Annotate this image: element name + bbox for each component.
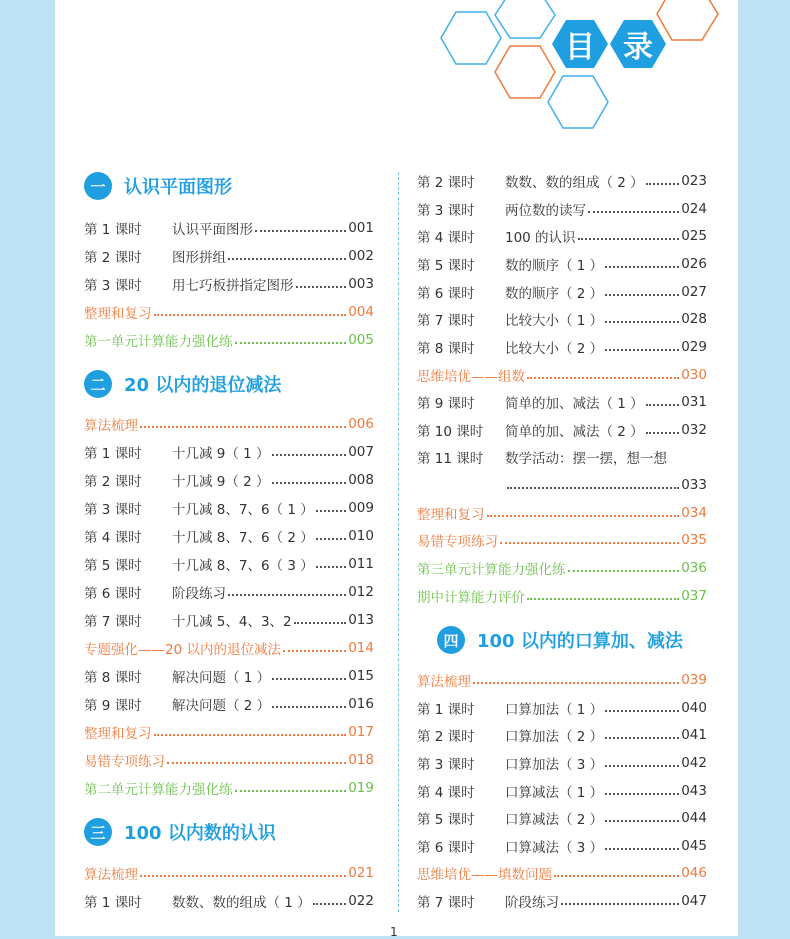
toc-entry[interactable] — [84, 694, 374, 714]
entry-title: 口算加法（ 2 ） — [505, 729, 604, 745]
unit-badge: 三 — [84, 818, 112, 846]
toc-entry[interactable] — [84, 722, 374, 742]
dot-leader — [605, 765, 679, 767]
lesson-number: 第 1 课时 — [417, 702, 475, 718]
dot-leader — [487, 515, 680, 517]
entry-title: 口算加法（ 1 ） — [505, 702, 604, 718]
dot-leader — [316, 510, 346, 512]
lesson-number: 第 7 课时 — [417, 313, 475, 329]
hexagon-outline — [495, 0, 555, 38]
dot-leader — [283, 650, 346, 652]
dot-leader — [588, 211, 679, 213]
toc-entry[interactable] — [84, 330, 374, 350]
page-ref: 027 — [681, 284, 707, 300]
dot-leader — [272, 678, 346, 680]
unit-2-heading — [84, 370, 281, 398]
page-ref: 010 — [348, 528, 374, 544]
page-ref: 033 — [681, 477, 707, 493]
unit-badge: 二 — [84, 370, 112, 398]
toc-entry[interactable] — [84, 863, 374, 883]
toc-entry-continued[interactable] — [417, 475, 707, 495]
toc-entry[interactable] — [417, 586, 707, 606]
toc-entry[interactable] — [84, 498, 374, 518]
entry-title: 数数、数的组成（ 2 ） — [505, 175, 644, 191]
dot-leader — [605, 349, 679, 351]
lesson-number: 第 5 课时 — [417, 812, 475, 828]
dot-leader — [507, 487, 679, 489]
entry-title: 算法梳理 — [84, 867, 138, 883]
lesson-number: 第 5 课时 — [84, 558, 142, 574]
toc-entry[interactable] — [417, 558, 707, 578]
toc-entry[interactable] — [84, 666, 374, 686]
toc-entry[interactable] — [417, 698, 707, 718]
entry-title: 十几减 8、7、6（ 2 ） — [172, 530, 314, 546]
page-ref: 019 — [348, 780, 374, 796]
entry-title: 口算减法（ 3 ） — [505, 840, 604, 856]
lesson-number: 第 1 课时 — [84, 222, 142, 238]
page-ref: 036 — [681, 560, 707, 576]
lesson-number: 第 1 课时 — [84, 895, 142, 911]
entry-title: 期中计算能力评价 — [417, 590, 525, 606]
toc-entry[interactable] — [417, 337, 707, 357]
toc-entry[interactable] — [417, 392, 707, 412]
entry-title: 易错专项练习 — [417, 534, 498, 550]
dot-leader — [605, 321, 679, 323]
toc-entry[interactable] — [84, 750, 374, 770]
dot-leader — [235, 342, 347, 344]
toc-entry[interactable] — [84, 610, 374, 630]
lesson-number: 第 2 课时 — [84, 250, 142, 266]
dot-leader — [527, 377, 679, 379]
page-ref: 035 — [681, 532, 707, 548]
lesson-number: 第 6 课时 — [84, 586, 142, 602]
page-ref: 016 — [348, 696, 374, 712]
entry-title: 易错专项练习 — [84, 754, 165, 770]
entry-title: 用七巧板拼指定图形 — [172, 278, 294, 294]
toc-entry[interactable] — [417, 670, 707, 690]
entry-title: 思维培优——组数 — [417, 369, 525, 385]
dot-leader — [154, 314, 347, 316]
dot-leader — [605, 294, 679, 296]
page-ref: 009 — [348, 500, 374, 516]
page-ref: 006 — [348, 416, 374, 432]
page-number: 1 — [390, 925, 398, 939]
toc-entry[interactable] — [417, 725, 707, 745]
entry-title: 比较大小（ 2 ） — [505, 341, 604, 357]
lesson-number: 第 2 课时 — [417, 729, 475, 745]
toc-entry[interactable] — [417, 530, 707, 550]
dot-leader — [646, 183, 680, 185]
toc-entry[interactable] — [84, 246, 374, 266]
toc-entry[interactable] — [84, 526, 374, 546]
page-ref: 039 — [681, 672, 707, 688]
toc-entry[interactable] — [417, 226, 707, 246]
page-ref: 012 — [348, 584, 374, 600]
toc-entry[interactable] — [84, 274, 374, 294]
dot-leader — [473, 682, 679, 684]
entry-title: 第一单元计算能力强化练 — [84, 334, 233, 350]
toc-entry[interactable] — [417, 781, 707, 801]
lesson-number: 第 4 课时 — [417, 785, 475, 801]
page-ref: 041 — [681, 727, 707, 743]
toc-entry[interactable] — [417, 503, 707, 523]
page-ref: 011 — [348, 556, 374, 572]
entry-title: 十几减 9（ 2 ） — [172, 474, 270, 490]
hexagon-outline — [548, 76, 608, 128]
hexagon-outline — [441, 12, 501, 64]
unit-3-heading — [84, 818, 276, 846]
dot-leader — [235, 790, 347, 792]
entry-title: 两位数的读写 — [505, 203, 586, 219]
page-ref: 022 — [348, 893, 374, 909]
lesson-number: 第 7 课时 — [84, 614, 142, 630]
dot-leader — [272, 706, 346, 708]
toc-entry[interactable] — [417, 254, 707, 274]
lesson-number: 第 6 课时 — [417, 840, 475, 856]
page-ref: 032 — [681, 422, 707, 438]
page-ref: 013 — [348, 612, 374, 628]
page-ref: 031 — [681, 394, 707, 410]
page-ref: 014 — [348, 640, 374, 656]
dot-leader — [605, 820, 679, 822]
lesson-number: 第 3 课时 — [84, 502, 142, 518]
dot-leader — [228, 594, 346, 596]
dot-leader — [500, 542, 679, 544]
dot-leader — [167, 762, 346, 764]
page-ref: 045 — [681, 838, 707, 854]
entry-title: 100 的认识 — [505, 230, 576, 246]
unit-badge: 四 — [437, 626, 465, 654]
entry-title: 第二单元计算能力强化练 — [84, 782, 233, 798]
dot-leader — [316, 566, 346, 568]
lesson-number: 第 4 课时 — [84, 530, 142, 546]
dot-leader — [140, 426, 346, 428]
page-ref: 015 — [348, 668, 374, 684]
title-char-2: 录 — [623, 30, 653, 65]
toc-entry[interactable] — [417, 199, 707, 219]
unit-title: 20 以内的退位减法 — [124, 375, 282, 396]
page-ref: 018 — [348, 752, 374, 768]
dot-leader — [605, 710, 679, 712]
entry-title: 阶段练习 — [172, 586, 226, 602]
page-ref: 024 — [681, 201, 707, 217]
entry-title: 数的顺序（ 1 ） — [505, 258, 604, 274]
dot-leader — [272, 454, 347, 456]
lesson-number: 第 7 课时 — [417, 895, 475, 911]
lesson-number: 第 8 课时 — [417, 341, 475, 357]
page-ref: 003 — [348, 276, 374, 292]
unit-title: 100 以内的口算加、减法 — [477, 631, 683, 652]
lesson-number: 第 3 课时 — [417, 757, 475, 773]
entry-title: 口算减法（ 1 ） — [505, 785, 604, 801]
lesson-number: 第 3 课时 — [417, 203, 475, 219]
toc-entry[interactable] — [417, 365, 707, 385]
page-ref: 021 — [348, 865, 374, 881]
page-ref: 008 — [348, 472, 374, 488]
lesson-number: 第 9 课时 — [417, 396, 475, 412]
hexagon-decoration — [0, 0, 790, 150]
entry-title: 数学活动：摆一摆，想一想 — [505, 451, 667, 467]
page-ref: 034 — [681, 505, 707, 521]
page-ref: 028 — [681, 311, 707, 327]
dot-leader — [313, 903, 347, 905]
dot-leader — [605, 737, 679, 739]
unit-4-heading — [437, 626, 683, 654]
column-divider — [398, 172, 399, 912]
toc-entry[interactable] — [84, 891, 374, 911]
page-ref: 017 — [348, 724, 374, 740]
toc-entry[interactable] — [84, 414, 374, 434]
toc-entry[interactable] — [417, 171, 707, 191]
unit-title: 100 以内数的认识 — [124, 823, 276, 844]
entry-title: 整理和复习 — [84, 726, 152, 742]
entry-title: 专题强化——20 以内的退位减法 — [84, 642, 281, 658]
lesson-number: 第 11 课时 — [417, 451, 484, 467]
entry-title: 数数、数的组成（ 1 ） — [172, 895, 311, 911]
lesson-number: 第 2 课时 — [84, 474, 142, 490]
lesson-number: 第 8 课时 — [84, 670, 142, 686]
toc-entry[interactable] — [417, 282, 707, 302]
lesson-number: 第 2 课时 — [417, 175, 475, 191]
page-ref: 044 — [681, 810, 707, 826]
toc-entry[interactable] — [417, 753, 707, 773]
entry-title: 算法梳理 — [84, 418, 138, 434]
entry-title: 十几减 8、7、6（ 3 ） — [172, 558, 314, 574]
entry-title: 整理和复习 — [84, 306, 152, 322]
entry-title: 简单的加、减法（ 2 ） — [505, 424, 644, 440]
entry-title: 认识平面图形 — [172, 222, 253, 238]
hexagon-outline — [657, 0, 718, 40]
dot-leader — [294, 622, 347, 624]
toc-entry[interactable] — [84, 218, 374, 238]
page-ref: 030 — [681, 367, 707, 383]
toc-entry[interactable] — [84, 778, 374, 798]
lesson-number: 第 3 课时 — [84, 278, 142, 294]
lesson-number: 第 5 课时 — [417, 258, 475, 274]
toc-entry[interactable] — [417, 836, 707, 856]
page-ref: 037 — [681, 588, 707, 604]
dot-leader — [605, 793, 679, 795]
toc-entry[interactable] — [417, 863, 707, 883]
lesson-number: 第 9 课时 — [84, 698, 142, 714]
dot-leader — [646, 432, 680, 434]
entry-title: 十几减 5、4、3、2 — [172, 614, 292, 630]
page-ref: 007 — [348, 444, 374, 460]
entry-title: 算法梳理 — [417, 674, 471, 690]
page-ref: 029 — [681, 339, 707, 355]
toc-entry[interactable] — [84, 582, 374, 602]
entry-title: 思维培优——填数问题 — [417, 867, 552, 883]
toc-entry[interactable] — [417, 447, 707, 467]
toc-entry[interactable] — [84, 554, 374, 574]
lesson-number: 第 4 课时 — [417, 230, 475, 246]
toc-entry[interactable] — [417, 808, 707, 828]
entry-title: 简单的加、减法（ 1 ） — [505, 396, 644, 412]
dot-leader — [554, 875, 679, 877]
dot-leader — [646, 404, 680, 406]
dot-leader — [527, 598, 679, 600]
dot-leader — [228, 258, 346, 260]
page-ref: 001 — [348, 220, 374, 236]
entry-title: 十几减 8、7、6（ 1 ） — [172, 502, 314, 518]
page-ref: 025 — [681, 228, 707, 244]
dot-leader — [605, 266, 679, 268]
entry-title: 比较大小（ 1 ） — [505, 313, 604, 329]
dot-leader — [561, 903, 679, 905]
lesson-number: 第 10 课时 — [417, 424, 484, 440]
entry-title: 整理和复习 — [417, 507, 485, 523]
entry-title: 数的顺序（ 2 ） — [505, 286, 604, 302]
dot-leader — [578, 238, 680, 240]
entry-title: 口算加法（ 3 ） — [505, 757, 604, 773]
page-ref: 023 — [681, 173, 707, 189]
page-ref: 005 — [348, 332, 374, 348]
page-ref: 026 — [681, 256, 707, 272]
toc-entry[interactable] — [84, 442, 374, 462]
title-char-1: 目 — [565, 30, 595, 65]
entry-title: 阶段练习 — [505, 895, 559, 911]
unit-badge: 一 — [84, 172, 112, 200]
entry-title: 解决问题（ 2 ） — [172, 698, 271, 714]
dot-leader — [568, 570, 680, 572]
entry-title: 解决问题（ 1 ） — [172, 670, 271, 686]
dot-leader — [255, 230, 346, 232]
toc-entry[interactable] — [84, 470, 374, 490]
toc-entry[interactable] — [417, 420, 707, 440]
page-ref: 004 — [348, 304, 374, 320]
page-ref: 042 — [681, 755, 707, 771]
dot-leader — [140, 875, 346, 877]
toc-entry[interactable] — [84, 638, 374, 658]
page-ref: 047 — [681, 893, 707, 909]
lesson-number: 第 6 课时 — [417, 286, 475, 302]
toc-entry[interactable] — [417, 309, 707, 329]
dot-leader — [316, 538, 346, 540]
page-ref: 040 — [681, 700, 707, 716]
dot-leader — [154, 734, 347, 736]
lesson-number: 第 1 课时 — [84, 446, 142, 462]
entry-title: 口算减法（ 2 ） — [505, 812, 604, 828]
hexagon-outline — [495, 46, 555, 98]
dot-leader — [272, 482, 347, 484]
unit-title: 认识平面图形 — [124, 177, 232, 198]
dot-leader — [605, 848, 679, 850]
entry-title: 十几减 9（ 1 ） — [172, 446, 270, 462]
page-ref: 046 — [681, 865, 707, 881]
page-ref: 002 — [348, 248, 374, 264]
toc-entry[interactable] — [84, 302, 374, 322]
dot-leader — [296, 286, 347, 288]
unit-1-heading — [84, 172, 232, 200]
page-ref: 043 — [681, 783, 707, 799]
entry-title: 第三单元计算能力强化练 — [417, 562, 566, 578]
entry-title: 图形拼组 — [172, 250, 226, 266]
toc-entry[interactable] — [417, 891, 707, 911]
